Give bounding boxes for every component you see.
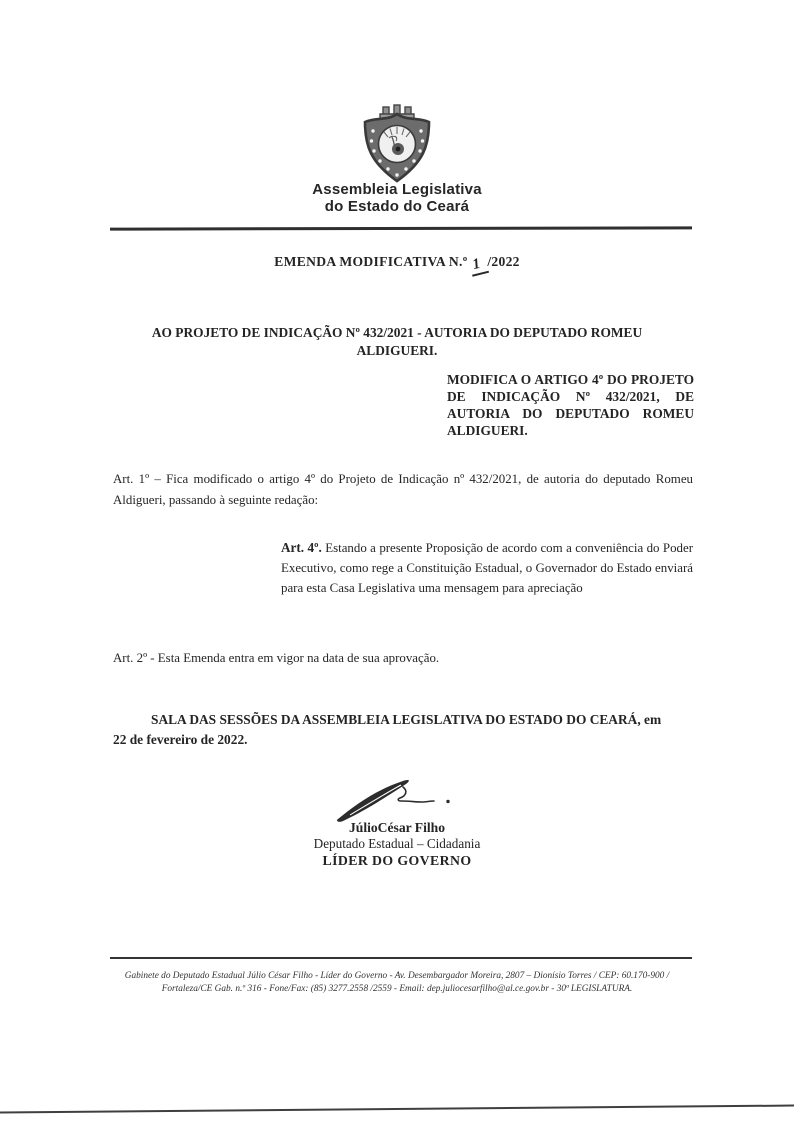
signature-icon — [330, 775, 462, 825]
org-name — [0, 181, 794, 215]
quoted-article-4 — [281, 538, 693, 598]
closing-line1: SALA DAS SESSÕES DA ASSEMBLEIA LEGISLATIVA DO ESTADO DO CEARÁ, em — [151, 712, 662, 727]
org-name-line1: Assembleia Legislativa — [312, 181, 482, 198]
signatory-name: JúlioCésar Filho — [348, 820, 446, 835]
document-title — [0, 254, 794, 273]
footer-contact — [0, 970, 794, 995]
article-2: Art. 2º - Esta Emenda entra em vigor na data de sua aprovação. — [113, 651, 440, 665]
signatory-role: Deputado Estadual – Cidadania — [313, 836, 481, 851]
closing-statement — [113, 710, 698, 750]
coat-of-arms-icon — [349, 100, 445, 188]
subject-heading — [0, 324, 794, 359]
handwritten-number: 1 — [467, 254, 488, 277]
header-divider — [110, 226, 692, 230]
org-name-line2: do Estado do Ceará — [324, 198, 470, 215]
signatory-block — [0, 820, 794, 869]
document-title-suffix: /2022 — [487, 254, 520, 269]
closing-line2: 22 de fevereiro de 2022. — [113, 732, 248, 747]
document-title-prefix: EMENDA MODIFICATIVA N.º — [274, 254, 468, 269]
subject-line1: AO PROJETO DE INDICAÇÃO Nº 432/2021 - AUTORIA DO DEPUTADO ROMEU — [151, 325, 643, 340]
quoted-article-4-text: Estando a presente Proposição de acordo com a conveniência do Poder Executivo, como rege a Constituição Estadual, o Governador do Estado enviará para esta Casa Legislativa uma mensagem para apreciação — [281, 541, 693, 595]
footer-line1: Gabinete do Deputado Estadual Júlio César Filho - Líder do Governo - Av. Desembargador Moreira, 2807 – Dionísio Torres / CEP: 60.170-900 / — [124, 971, 670, 981]
ementa-block: MODIFICA O ARTIGO 4º DO PROJETO DE INDICAÇÃO Nº 432/2021, DE AUTORIA DO DEPUTADO ROMEU ALDIGUERI. — [447, 372, 694, 438]
footer-divider — [110, 957, 692, 959]
signatory-position: LÍDER DO GOVERNO — [322, 853, 472, 868]
scan-edge-artifact — [0, 1104, 794, 1113]
article-1: Art. 1º – Fica modificado o artigo 4º do Projeto de Indicação nº 432/2021, de autoria do deputado Romeu Aldigueri, passando à seguinte redação: — [113, 472, 693, 507]
quoted-article-4-label: Art. 4º. — [281, 540, 322, 555]
footer-line2: Fortaleza/CE Gab. n.º 316 - Fone/Fax: (85) 3277.2558 /2559 - Email: dep.juliocesarfilho@al.ce.gov.br - 30ª LEGISLATURA. — [161, 983, 633, 994]
subject-line2: ALDIGUERI. — [356, 342, 438, 358]
